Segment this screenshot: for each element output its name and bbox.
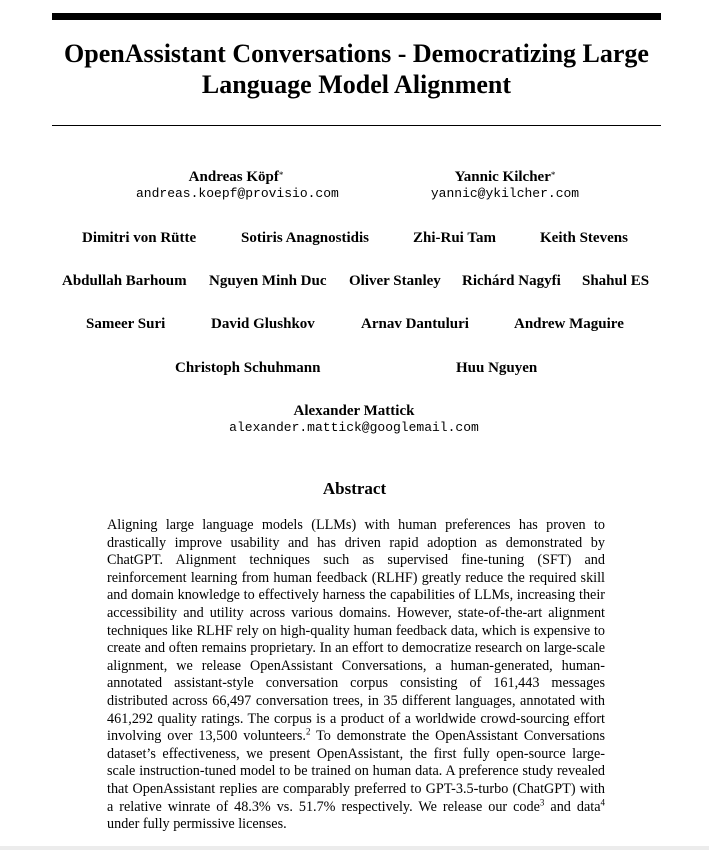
abstract-text: and data (544, 798, 601, 815)
author-name: Oliver Stanley (349, 273, 441, 289)
author-name: Huu Nguyen (456, 360, 538, 376)
author-name: David Glushkov (211, 316, 315, 332)
author-email: alexander.mattick@googlemail.com (229, 420, 479, 435)
author-name: Zhi-Rui Tam (413, 230, 496, 246)
author-block (136, 168, 339, 202)
abstract-body (107, 517, 605, 834)
footnote-marker: 4 (600, 796, 605, 807)
equal-contribution-mark: * (550, 170, 556, 180)
abstract-text: To demonstrate the OpenAssistant Conversations dataset’s effectiveness, we present OpenAssistant, the first fully open-source large-scale instruction-tuned model to be trained on human data. A preference study revealed that OpenAssistant replies are comparably preferred to GPT-3.5-turbo (ChatGPT) with a relative winrate of 48.3% vs. 51.7% respectively. We release our code (107, 728, 605, 815)
author-name: Andrew Maguire (514, 316, 624, 332)
title-bottom-rule (52, 125, 661, 126)
author-email: andreas.koepf@provisio.com (136, 186, 339, 201)
author-name: Andreas Köpf (188, 169, 279, 185)
footnote-marker: 2 (305, 726, 311, 737)
title-top-rule (52, 13, 661, 20)
paper-title-line-2: Language Model Alignment (201, 70, 512, 99)
author-name: Arnav Dantuluri (361, 316, 469, 332)
abstract-heading: Abstract (322, 479, 387, 498)
abstract-text: under fully permissive licenses. (107, 816, 287, 833)
author-email: yannic@ykilcher.com (430, 186, 580, 201)
equal-contribution-mark: * (278, 170, 284, 180)
author-name: Yannic Kilcher (454, 169, 551, 185)
author-name: Richárd Nagyfi (462, 273, 561, 289)
author-name: Shahul ES (582, 273, 650, 289)
author-name: Sameer Suri (86, 316, 166, 332)
author-name: Nguyen Minh Duc (209, 273, 327, 289)
footnote-marker: 3 (539, 796, 545, 807)
author-block (204, 402, 504, 436)
author-name: Keith Stevens (540, 230, 628, 246)
author-name: Abdullah Barhoum (62, 273, 187, 289)
author-name: Sotiris Anagnostidis (241, 230, 369, 246)
author-name: Alexander Mattick (293, 403, 415, 419)
author-block (405, 168, 605, 202)
abstract-text: Aligning large language models (LLMs) with human preferences has proven to drastically improve usability and has driven rapid adoption as demonstrated by ChatGPT. Alignment techniques such as supervised fine-tuning (SFT) and reinforcement learning from human feedback (RLHF) greatly reduce the required skill and domain knowledge to effectively harness the capabilities of LLMs, increasing their accessibility and utility across various domains. However, state-of-the-art alignment techniques like RLHF rely on high-quality human feedback data, which is expensive to create and often remains proprietary. In an effort to democratize research on large-scale alignment, we release OpenAssistant Conversations, a human-generated, human-annotated assistant-style conversation corpus consisting of 161,443 messages distributed across 66,497 conversation trees, in 35 different languages, annotated with 461,292 quality ratings. The corpus is a product of a worldwide crowd-sourcing effort involving over 13,500 volunteers. (107, 517, 605, 745)
viewer-bottom-edge (0, 846, 709, 850)
author-name: Dimitri von Rütte (82, 230, 197, 246)
paper-title (52, 38, 661, 100)
author-name: Christoph Schuhmann (175, 360, 321, 376)
paper-title-line-1: OpenAssistant Conversations - Democratizing Large (64, 39, 649, 68)
